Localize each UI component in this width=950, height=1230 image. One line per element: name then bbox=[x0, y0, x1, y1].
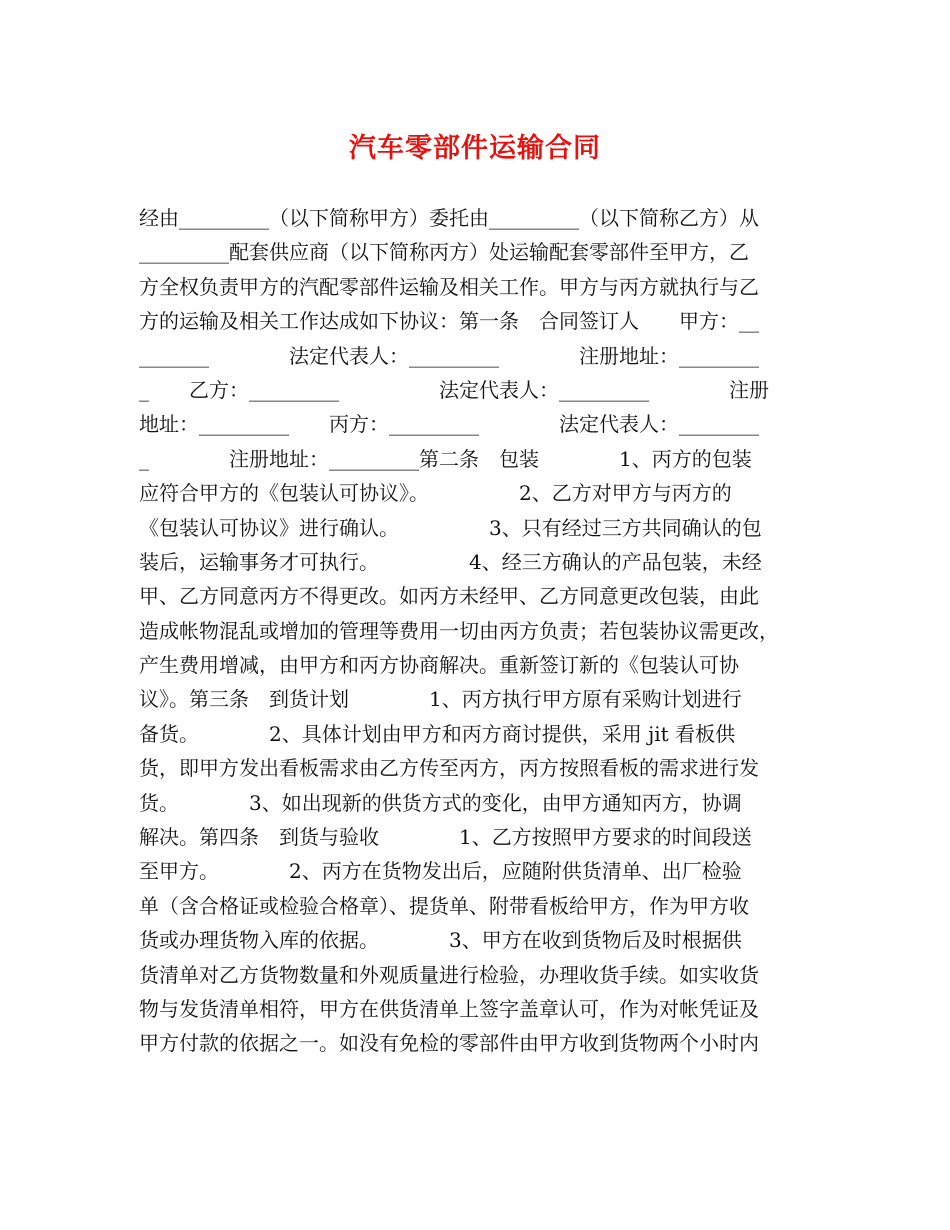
body-line: 经由_________（以下简称甲方）委托由_________（以下简称乙方）从 bbox=[139, 206, 759, 230]
body-line: 货。 3、如出现新的供货方式的变化，由甲方通知丙方，协调 bbox=[139, 790, 742, 815]
body-line: 备货。 2、具体计划由甲方和丙方商讨提供，采用 jit 看板供 bbox=[139, 721, 736, 746]
body-line: _ 乙方：_________ 法定代表人：_________ 注册 bbox=[139, 377, 769, 402]
body-line: _______ 法定代表人：_________ 注册地址：________ bbox=[139, 343, 759, 368]
body-line: 议》。第三条 到货计划 1、丙方执行甲方原有采购计划进行 bbox=[139, 687, 742, 712]
body-line: _ 注册地址：_________第二条 包装 1、丙方的包装 bbox=[139, 446, 752, 471]
body-line: 甲方付款的依据之一。如没有免检的零部件由甲方收到货物两个小时内 bbox=[139, 1031, 759, 1056]
body-line: 单（含合格证或检验合格章）、提货单、附带看板给甲方，作为甲方收 bbox=[139, 893, 749, 918]
body-line: 方的运输及相关工作达成如下协议：第一条 合同签订人 甲方：__ bbox=[139, 309, 759, 334]
document-body bbox=[139, 201, 839, 1061]
body-line: 地址：_________ 丙方：_________ 法定代表人：________ bbox=[139, 412, 759, 437]
body-line: 至甲方。 2、丙方在货物发出后，应随附供货清单、出厂检验 bbox=[139, 859, 742, 884]
document-title: 汽车零部件运输合同 bbox=[349, 133, 601, 164]
body-line: 产生费用增减，由甲方和丙方协商解决。重新签订新的《包装认可协 bbox=[139, 653, 739, 678]
body-line: 物与发货清单相符，甲方在供货清单上签字盖章认可，作为对帐凭证及 bbox=[139, 996, 759, 1021]
body-line: _________配套供应商（以下简称丙方）处运输配套零部件至甲方，乙 bbox=[139, 240, 749, 265]
body-line: 造成帐物混乱或增加的管理等费用一切由丙方负责；若包装协议需更改， bbox=[139, 618, 779, 643]
body-line: 解决。第四条 到货与验收 1、乙方按照甲方要求的时间段送 bbox=[139, 825, 752, 850]
body-line: 货，即甲方发出看板需求由乙方传至丙方，丙方按照看板的需求进行发 bbox=[139, 756, 759, 781]
body-line: 装后，运输事务才可执行。 4、经三方确认的产品包装，未经 bbox=[139, 549, 762, 574]
body-line: 货或办理货物入库的依据。 3、甲方在收到货物后及时根据供 bbox=[139, 928, 742, 953]
body-line: 货清单对乙方货物数量和外观质量进行检验，办理收货手续。如实收货 bbox=[139, 962, 759, 987]
body-line: 《包装认可协议》进行确认。 3、只有经过三方共同确认的包 bbox=[139, 515, 762, 540]
body-line: 甲、乙方同意丙方不得更改。如丙方未经甲、乙方同意更改包装，由此 bbox=[139, 584, 759, 609]
body-line: 应符合甲方的《包装认可协议》。 2、乙方对甲方与丙方的 bbox=[139, 481, 732, 506]
body-line: 方全权负责甲方的汽配零部件运输及相关工作。甲方与丙方就执行与乙 bbox=[139, 274, 759, 299]
